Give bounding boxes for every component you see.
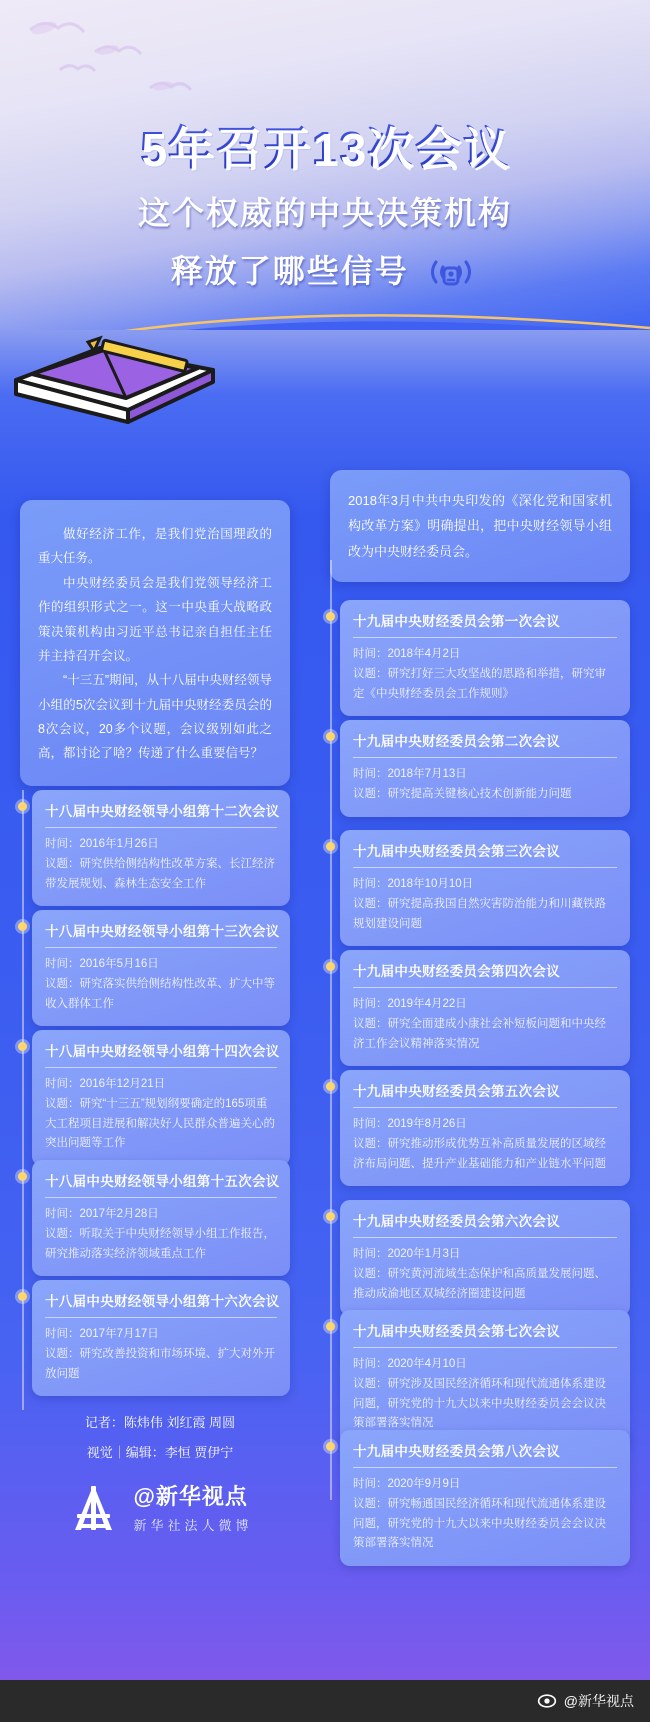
- time-value: 2018年7月13日: [387, 768, 467, 780]
- hero-header: [0, 0, 650, 330]
- topic-value: 研究供给侧结构性改革方案、长江经济带发展规划、森林生态安全工作: [45, 857, 275, 890]
- intro-paragraph-2: 中央财经委员会是我们党领导经济工作的组织形式之一。这一中央重大战略政策决策机构由习近平总书记亲自担任主任并主持召开会议。: [38, 575, 272, 663]
- card-topic: [353, 1265, 617, 1305]
- card-divider: [353, 637, 617, 638]
- publisher-logo[interactable]: [10, 1480, 310, 1534]
- card-time: [353, 1355, 617, 1375]
- topic-value: 研究全面建成小康社会补短板问题和中央经济工作会议精神落实情况: [353, 1017, 606, 1050]
- card-divider: [45, 827, 277, 828]
- topic-label: 议题：: [45, 1097, 80, 1110]
- card-title: 十八届中央财经领导小组第十五次会议: [45, 1174, 280, 1189]
- timeline-card-left-4[interactable]: [32, 1160, 290, 1276]
- card-title: 十九届中央财经委员会第二次会议: [353, 734, 560, 749]
- time-label: 时间：: [45, 1208, 80, 1220]
- card-divider: [45, 1317, 277, 1318]
- time-value: 2020年4月10日: [387, 1358, 467, 1370]
- topic-value: 研究涉及国民经济循环和现代流通体系建设问题，研究党的十九大以来中央财经委员会会议决策部署落实情况: [353, 1377, 606, 1430]
- card-topic: [353, 665, 617, 705]
- intro-paragraph-3: “十三五”期间，从十八届中央财经领导小组的5次会议到十九届中央财经委员会的8次会议，20多个议题，会议级别如此之高，都讨论了啥？传递了什么重要信号？: [38, 673, 272, 761]
- topic-value: 听取关于中央财经领导小组工作报告，研究推动落实经济领域重点工作: [45, 1227, 275, 1260]
- card-time: [45, 1075, 277, 1095]
- intro-paragraph-1: 做好经济工作，是我们党治国理政的重大任务。: [38, 527, 272, 566]
- time-label: 时间：: [353, 1118, 388, 1130]
- card-divider: [353, 1347, 617, 1348]
- timeline-dot: [18, 1292, 27, 1301]
- timeline-dot: [326, 842, 335, 851]
- time-value: 2016年12月21日: [79, 1078, 166, 1090]
- card-divider: [45, 1197, 277, 1198]
- timeline-card-right-1[interactable]: [340, 600, 630, 716]
- card-divider: [45, 1067, 277, 1068]
- timeline-card-left-3[interactable]: [32, 1030, 290, 1166]
- title-line-2: 这个权威的中央决策机构: [137, 195, 512, 231]
- card-divider: [353, 1237, 617, 1238]
- card-title: 十八届中央财经领导小组第十三次会议: [45, 924, 280, 939]
- time-value: 2016年1月26日: [79, 838, 159, 850]
- time-label: 时间：: [45, 838, 80, 850]
- timeline-dot: [18, 922, 27, 931]
- card-title: 十九届中央财经委员会第七次会议: [353, 1324, 560, 1339]
- broadcast-icon: [423, 252, 479, 303]
- timeline-card-left-2[interactable]: [32, 910, 290, 1026]
- card-topic: [45, 1225, 277, 1265]
- card-title: 十九届中央财经委员会第六次会议: [353, 1214, 560, 1229]
- timeline-card-right-8[interactable]: [340, 1430, 630, 1566]
- timeline-dot: [326, 962, 335, 971]
- time-value: 2017年2月28日: [79, 1208, 159, 1220]
- watermark-text: @新华视点: [563, 1693, 634, 1709]
- weibo-eye-icon: [537, 1691, 557, 1711]
- credits-block: [10, 1408, 310, 1468]
- bottom-watermark-bar: [0, 1680, 650, 1722]
- timeline-card-right-7[interactable]: [340, 1310, 630, 1446]
- card-divider: [353, 1467, 617, 1468]
- card-topic: [45, 855, 277, 895]
- timeline-card-right-5[interactable]: [340, 1070, 630, 1186]
- title-line-1: 5年召开13次会议: [0, 112, 650, 178]
- card-title: 十九届中央财经委员会第一次会议: [353, 614, 560, 629]
- card-time: [45, 835, 277, 855]
- card-time: [353, 1475, 617, 1495]
- time-value: 2020年9月9日: [387, 1478, 461, 1490]
- timeline-rail-left: [22, 790, 24, 1410]
- timeline-dot: [326, 1212, 335, 1221]
- timeline-dot: [326, 1442, 335, 1451]
- timeline-dot: [18, 802, 27, 811]
- publisher-sub: 新华社法人微博: [133, 1518, 253, 1533]
- timeline-dot: [326, 1082, 335, 1091]
- card-topic: [45, 1345, 277, 1385]
- credits-line-1: 记者：陈炜伟 刘红霞 周圆: [84, 1415, 236, 1430]
- time-label: 时间：: [45, 958, 80, 970]
- topic-label: 议题：: [353, 897, 388, 910]
- card-time: [353, 645, 617, 665]
- credits-line-2: 视觉｜编辑：李恒 贾伊宁: [86, 1444, 234, 1460]
- note-text: 2018年3月中共中央印发的《深化党和国家机构改革方案》明确提出，把中央财经领导小组改为中央财经委员会。: [348, 493, 612, 559]
- card-topic: [353, 1495, 617, 1554]
- card-topic: [353, 1135, 617, 1175]
- timeline-dot: [18, 1172, 27, 1181]
- time-label: 时间：: [353, 648, 388, 660]
- time-value: 2020年1月3日: [387, 1248, 461, 1260]
- card-time: [353, 1115, 617, 1135]
- time-value: 2018年4月2日: [387, 648, 461, 660]
- publisher-text: [133, 1480, 252, 1534]
- card-title: 十九届中央财经委员会第五次会议: [353, 1084, 560, 1099]
- topic-label: 议题：: [353, 1497, 388, 1510]
- card-title: 十九届中央财经委员会第三次会议: [353, 844, 560, 859]
- card-time: [353, 875, 617, 895]
- topic-value: 研究打好三大攻坚战的思路和举措，研究审定《中央财经委员会工作规则》: [353, 667, 606, 700]
- card-title: 十八届中央财经领导小组第十四次会议: [45, 1044, 280, 1059]
- card-time: [353, 1245, 617, 1265]
- time-label: 时间：: [353, 998, 388, 1010]
- card-topic: [353, 1015, 617, 1055]
- topic-label: 议题：: [45, 857, 80, 870]
- topic-label: 议题：: [353, 1017, 388, 1030]
- topic-value: 研究落实供给侧结构性改革、扩大中等收入群体工作: [45, 977, 275, 1010]
- topic-value: 研究改善投资和市场环境、扩大对外开放问题: [45, 1347, 275, 1380]
- timeline-dot: [326, 612, 335, 621]
- time-value: 2017年7月17日: [79, 1328, 159, 1340]
- timeline-dot: [18, 1042, 27, 1051]
- card-time: [45, 1205, 277, 1225]
- topic-value: 研究提高关键核心技术创新能力问题: [387, 787, 572, 800]
- timeline-card-right-4[interactable]: [340, 950, 630, 1066]
- topic-label: 议题：: [45, 1347, 80, 1360]
- timeline-card-left-1[interactable]: [32, 790, 290, 906]
- intro-card: [20, 500, 290, 786]
- topic-label: 议题：: [353, 787, 388, 800]
- title-group: [0, 0, 650, 303]
- card-divider: [45, 947, 277, 948]
- timeline-card-right-3[interactable]: [340, 830, 630, 946]
- card-divider: [353, 987, 617, 988]
- card-time: [353, 995, 617, 1015]
- topic-label: 议题：: [353, 1377, 388, 1390]
- timeline-card-right-6[interactable]: [340, 1200, 630, 1316]
- time-label: 时间：: [45, 1328, 80, 1340]
- topic-value: 研究“十三五”规划纲要确定的165项重大工程项目进展和解决好人民群众普遍关心的突出问题等工作: [45, 1097, 275, 1150]
- card-time: [353, 765, 617, 785]
- time-label: 时间：: [353, 1248, 388, 1260]
- card-divider: [353, 867, 617, 868]
- topic-label: 议题：: [45, 1227, 80, 1240]
- card-title: 十八届中央财经领导小组第十六次会议: [45, 1294, 280, 1309]
- time-label: 时间：: [353, 1478, 388, 1490]
- xinhua-logo-icon: [67, 1480, 121, 1534]
- card-time: [45, 1325, 277, 1345]
- time-value: 2018年10月10日: [387, 878, 474, 890]
- card-time: [45, 955, 277, 975]
- card-title: 十九届中央财经委员会第八次会议: [353, 1444, 560, 1459]
- topic-label: 议题：: [353, 1137, 388, 1150]
- book-illustration: [8, 318, 218, 428]
- card-topic: [45, 1095, 277, 1154]
- topic-value: 研究推动形成优势互补高质量发展的区域经济布局问题、提升产业基础能力和产业链水平问题: [353, 1137, 606, 1170]
- topic-label: 议题：: [45, 977, 80, 990]
- card-title: 十九届中央财经委员会第四次会议: [353, 964, 560, 979]
- time-label: 时间：: [353, 878, 388, 890]
- card-divider: [353, 1107, 617, 1108]
- title-line-3: 释放了哪些信号: [170, 253, 409, 289]
- timeline-rail-right: [330, 560, 332, 1500]
- timeline-dot: [326, 1322, 335, 1331]
- timeline-card-right-2[interactable]: [340, 720, 630, 817]
- time-label: 时间：: [353, 1358, 388, 1370]
- topic-value: 研究畅通国民经济循环和现代流通体系建设问题，研究党的十九大以来中央财经委员会会议决策部署落实情况: [353, 1497, 606, 1550]
- card-topic: [353, 1375, 617, 1434]
- topic-value: 研究黄河流域生态保护和高质量发展问题、推动成渝地区双城经济圈建设问题: [353, 1267, 606, 1300]
- card-topic: [353, 895, 617, 935]
- card-topic: [45, 975, 277, 1015]
- timeline-dot: [326, 732, 335, 741]
- time-value: 2019年4月22日: [387, 998, 467, 1010]
- timeline-card-left-5[interactable]: [32, 1280, 290, 1396]
- topic-label: 议题：: [353, 1267, 388, 1280]
- note-card: [330, 470, 630, 582]
- topic-label: 议题：: [353, 667, 388, 680]
- publisher-name: @新华视点: [133, 1484, 248, 1509]
- card-topic: [353, 785, 617, 805]
- card-title: 十八届中央财经领导小组第十二次会议: [45, 804, 280, 819]
- time-label: 时间：: [353, 768, 388, 780]
- card-divider: [353, 757, 617, 758]
- time-value: 2019年8月26日: [387, 1118, 467, 1130]
- time-value: 2016年5月16日: [79, 958, 159, 970]
- time-label: 时间：: [45, 1078, 80, 1090]
- topic-value: 研究提高我国自然灾害防治能力和川藏铁路规划建设问题: [353, 897, 606, 930]
